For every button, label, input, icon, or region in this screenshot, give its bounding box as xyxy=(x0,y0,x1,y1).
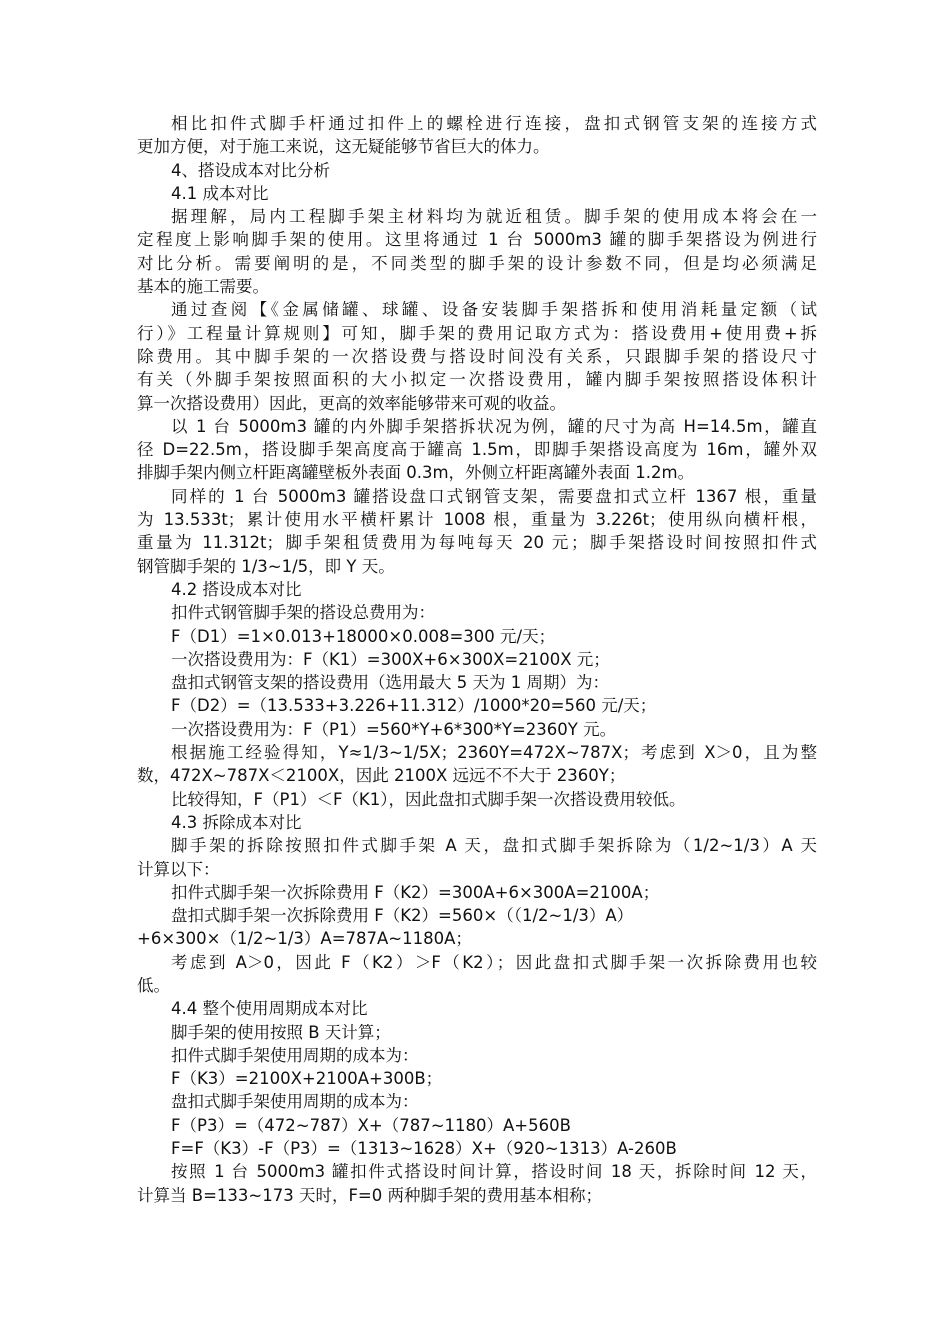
text-line: 盘扣式钢管支架的搭设费用（选用最大 5 天为 1 周期）为： xyxy=(171,673,609,693)
text-line: +6×300×（1/2~1/3）A=787A~1180A； xyxy=(137,929,472,949)
text-line: 4、搭设成本对比分析 xyxy=(171,160,330,180)
text-line: 4.3 拆除成本对比 xyxy=(171,812,302,832)
text-line: 有关（外脚手架按照面积的大小拟定一次搭设费用，罐内脚手架按照搭设体积计 xyxy=(137,370,817,390)
text-line: 考虑到 A＞0，因此 F（K2）＞F（K2）；因此盘扣式脚手架一次拆除费用也较 xyxy=(171,952,817,972)
text-line: 盘扣式脚手架使用周期的成本为： xyxy=(171,1092,419,1112)
text-line: 计算当 B=133~173 天时，F=0 两种脚手架的费用基本相称； xyxy=(137,1185,603,1205)
text-line: 对比分析。需要阐明的是，不同类型的脚手架的设计参数不同，但是均必须满足 xyxy=(137,253,817,273)
text-line: F（K3）=2100X+2100A+300B； xyxy=(171,1069,443,1089)
text-line: 低。 xyxy=(137,975,170,995)
text-line: 相比扣件式脚手杆通过扣件上的螺栓进行连接，盘扣式钢管支架的连接方式 xyxy=(171,114,817,133)
text-line: 更加方便，对于施工来说，这无疑能够节省巨大的体力。 xyxy=(137,137,550,157)
text-line: 基本的施工需要。 xyxy=(137,277,269,297)
text-line: 脚手架的使用按照 B 天计算； xyxy=(171,1022,391,1042)
text-line: 同样的 1 台 5000m3 罐搭设盘口式钢管支架，需要盘扣式立杆 1367 根，重量 xyxy=(171,486,817,506)
text-line: F（D2）=（13.533+3.226+11.312）/1000*20=560 元/天； xyxy=(171,696,657,716)
text-line: 按照 1 台 5000m3 罐扣件式搭设时间计算，搭设时间 18 天，拆除时间 12 天， xyxy=(171,1162,817,1182)
text-line: 以 1 台 5000m3 罐的内外脚手架搭拆状况为例，罐的尺寸为高 H=14.5m，罐直 xyxy=(171,416,817,436)
text-line: 盘扣式脚手架一次拆除费用 F（K2）=560×（（1/2~1/3）A） xyxy=(171,906,634,926)
text-line: 重量为 11.312t；脚手架租赁费用为每吨每天 20 元；脚手架搭设时间按照扣件式 xyxy=(137,533,817,553)
document-body xyxy=(137,112,817,1207)
text-line: 4.2 搭设成本对比 xyxy=(171,579,302,599)
text-line: F（D1）=1×0.013+18000×0.008=300 元/天； xyxy=(171,626,556,646)
text-line: 4.4 整个使用周期成本对比 xyxy=(171,999,368,1019)
text-line: 扣件式脚手架使用周期的成本为： xyxy=(171,1045,419,1065)
text-line: 为 13.533t；累计使用水平横杆累计 1008 根，重量为 3.226t；使用纵向横杆根， xyxy=(137,510,817,530)
text-line: 据理解，局内工程脚手架主材料均为就近租赁。脚手架的使用成本将会在一 xyxy=(171,207,817,227)
text-line: 根据施工经验得知，Y≈1/3~1/5X；2360Y=472X~787X；考虑到 X＞0，且为整 xyxy=(171,743,817,763)
text-line: 径 D=22.5m，搭设脚手架高度高于罐高 1.5m，即脚手架搭设高度为 16m，罐外双 xyxy=(137,440,817,460)
text-line: 脚手架的拆除按照扣件式脚手架 A 天，盘扣式脚手架拆除为（1/2~1/3）A 天 xyxy=(171,836,817,856)
text-line: 扣件式钢管脚手架的搭设总费用为： xyxy=(171,603,435,623)
text-line: F（P3）=（472~787）X+（787~1180）A+560B xyxy=(171,1115,571,1135)
text-line: 算一次搭设费用）因此，更高的效率能够带来可观的收益。 xyxy=(137,393,566,413)
text-line: 除费用。其中脚手架的一次搭设费与搭设时间没有关系，只跟脚手架的搭设尺寸 xyxy=(137,346,817,366)
text-line: 定程度上影响脚手架的使用。这里将通过 1 台 5000m3 罐的脚手架搭设为例进行 xyxy=(137,230,817,250)
text-line: 钢管脚手架的 1/3~1/5，即 Y 天。 xyxy=(137,556,395,576)
text-line: 扣件式脚手架一次拆除费用 F（K2）=300A+6×300A=2100A； xyxy=(171,882,660,902)
text-line: 比较得知，F（P1）＜F（K1），因此盘扣式脚手架一次搭设费用较低。 xyxy=(171,789,686,809)
text-line: 4.1 成本对比 xyxy=(171,183,269,203)
text-line: 一次搭设费用为：F（P1）=560*Y+6*300*Y=2360Y 元。 xyxy=(171,719,617,739)
text-line: 行）》工程量计算规则】可知，脚手架的费用记取方式为：搭设费用+使用费+拆 xyxy=(137,323,817,343)
text-line: 计算以下： xyxy=(137,859,220,879)
text-line: F=F（K3）-F（P3）=（1313~1628）X+（920~1313）A-260B xyxy=(171,1139,677,1159)
text-line: 一次搭设费用为：F（K1）=300X+6×300X=2100X 元； xyxy=(171,649,610,669)
text-line: 排脚手架内侧立杆距离罐壁板外表面 0.3m，外侧立杆距离罐外表面 1.2m。 xyxy=(137,463,695,483)
text-line: 数，472X~787X＜2100X，因此 2100X 远远不不大于 2360Y； xyxy=(137,766,626,786)
text-line: 通过查阅【《金属储罐、球罐、设备安装脚手架搭拆和使用消耗量定额（试 xyxy=(171,300,817,320)
